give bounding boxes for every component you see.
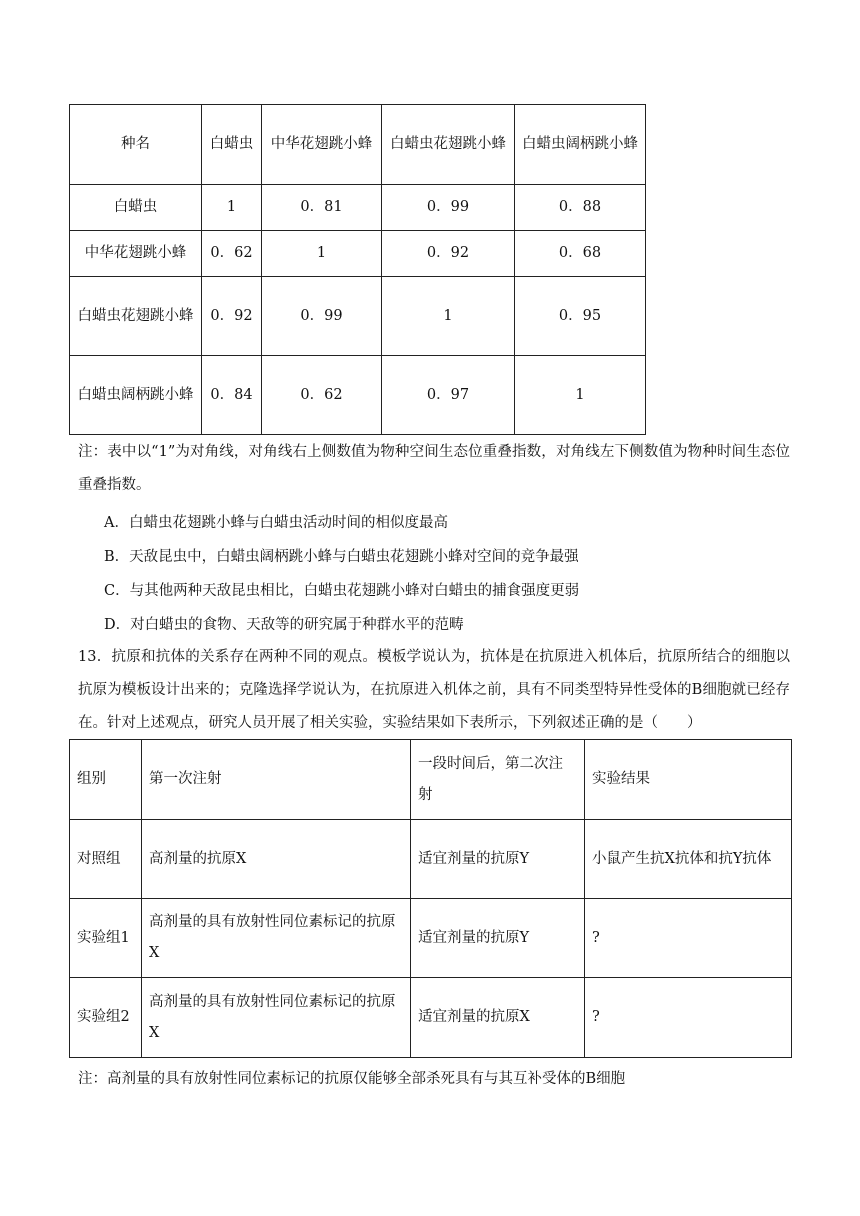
table-cell: 0．84 (202, 356, 262, 435)
table-cell: 0．97 (382, 356, 515, 435)
table-cell: 高剂量的抗原X (142, 820, 411, 899)
table-cell: 0．99 (262, 277, 382, 356)
table-cell: 实验组2 (70, 978, 142, 1058)
table-cell: 中华花翅跳小蜂 (70, 231, 202, 277)
experiment-table (69, 739, 792, 1058)
table-header-cell: 白蜡虫阔柄跳小蜂 (515, 105, 646, 185)
option-d: D．对白蜡虫的食物、天敌等的研究属于种群水平的范畴 (104, 617, 464, 633)
table-header-cell: 一段时间后，第二次注射 (411, 740, 585, 820)
niche-overlap-table (69, 104, 646, 435)
table-cell: 小鼠产生抗X抗体和抗Y抗体 (585, 820, 792, 899)
table-header-cell: 实验结果 (585, 740, 792, 820)
table-row (70, 185, 646, 231)
table-cell: 0．99 (382, 185, 515, 231)
table-cell: ? (585, 899, 792, 978)
table-cell: 1 (382, 277, 515, 356)
table-cell: 对照组 (70, 820, 142, 899)
table-cell: 1 (262, 231, 382, 277)
table-cell: ? (585, 978, 792, 1058)
table-cell: 白蜡虫阔柄跳小蜂 (70, 356, 202, 435)
table-row (70, 978, 792, 1058)
table-cell: 0．92 (202, 277, 262, 356)
table-row (70, 231, 646, 277)
table-cell: 0．81 (262, 185, 382, 231)
table-header-cell: 白蜡虫花翅跳小蜂 (382, 105, 515, 185)
table-cell: 适宜剂量的抗原X (411, 978, 585, 1058)
table-cell: 1 (515, 356, 646, 435)
table-header-row (70, 740, 792, 820)
table-row (70, 899, 792, 978)
experiment-note: 注：高剂量的具有放射性同位素标记的抗原仅能够全部杀死具有与其互补受体的B细胞 (78, 1071, 626, 1087)
table-cell: 0．68 (515, 231, 646, 277)
table-header-row (70, 105, 646, 185)
table-cell: 0．62 (262, 356, 382, 435)
table-cell: 1 (202, 185, 262, 231)
table-row (70, 820, 792, 899)
table-row (70, 356, 646, 435)
table-row (70, 277, 646, 356)
table-cell: 适宜剂量的抗原Y (411, 820, 585, 899)
table-cell: 白蜡虫 (70, 185, 202, 231)
table-header-cell: 中华花翅跳小蜂 (262, 105, 382, 185)
table-cell: 高剂量的具有放射性同位素标记的抗原X (142, 899, 411, 978)
table-cell: 实验组1 (70, 899, 142, 978)
table-header-cell: 组别 (70, 740, 142, 820)
table-header-cell: 白蜡虫 (202, 105, 262, 185)
table-cell: 适宜剂量的抗原Y (411, 899, 585, 978)
option-a: A．白蜡虫花翅跳小蜂与白蜡虫活动时间的相似度最高 (104, 515, 448, 531)
question-13-text: 13．抗原和抗体的关系存在两种不同的观点。模板学说认为，抗体是在抗原进入机体后，抗原所结合的细胞以抗原为模板设计出来的；克隆选择学说认为，在抗原进入机体之前，具有不同类型特异性受体的B细胞就已经存在。针对上述观点，研究人员开展了相关实验，实验结果如下表所示，下列叙述正确的是（ ） (78, 649, 790, 731)
table-header-cell: 第一次注射 (142, 740, 411, 820)
option-b: B．天敌昆虫中，白蜡虫阔柄跳小蜂与白蜡虫花翅跳小蜂对空间的竞争最强 (104, 549, 579, 565)
table-cell: 0．95 (515, 277, 646, 356)
table-cell: 0．88 (515, 185, 646, 231)
table-cell: 白蜡虫花翅跳小蜂 (70, 277, 202, 356)
table-cell: 高剂量的具有放射性同位素标记的抗原X (142, 978, 411, 1058)
table-cell: 0．62 (202, 231, 262, 277)
option-c: C．与其他两种天敌昆虫相比，白蜡虫花翅跳小蜂对白蜡虫的捕食强度更弱 (104, 583, 580, 599)
table-header-cell: 种名 (70, 105, 202, 185)
table-cell: 0．92 (382, 231, 515, 277)
table-note: 注：表中以“1”为对角线，对角线右上侧数值为物种空间生态位重叠指数，对角线左下侧数值为物种时间生态位重叠指数。 (78, 444, 790, 493)
